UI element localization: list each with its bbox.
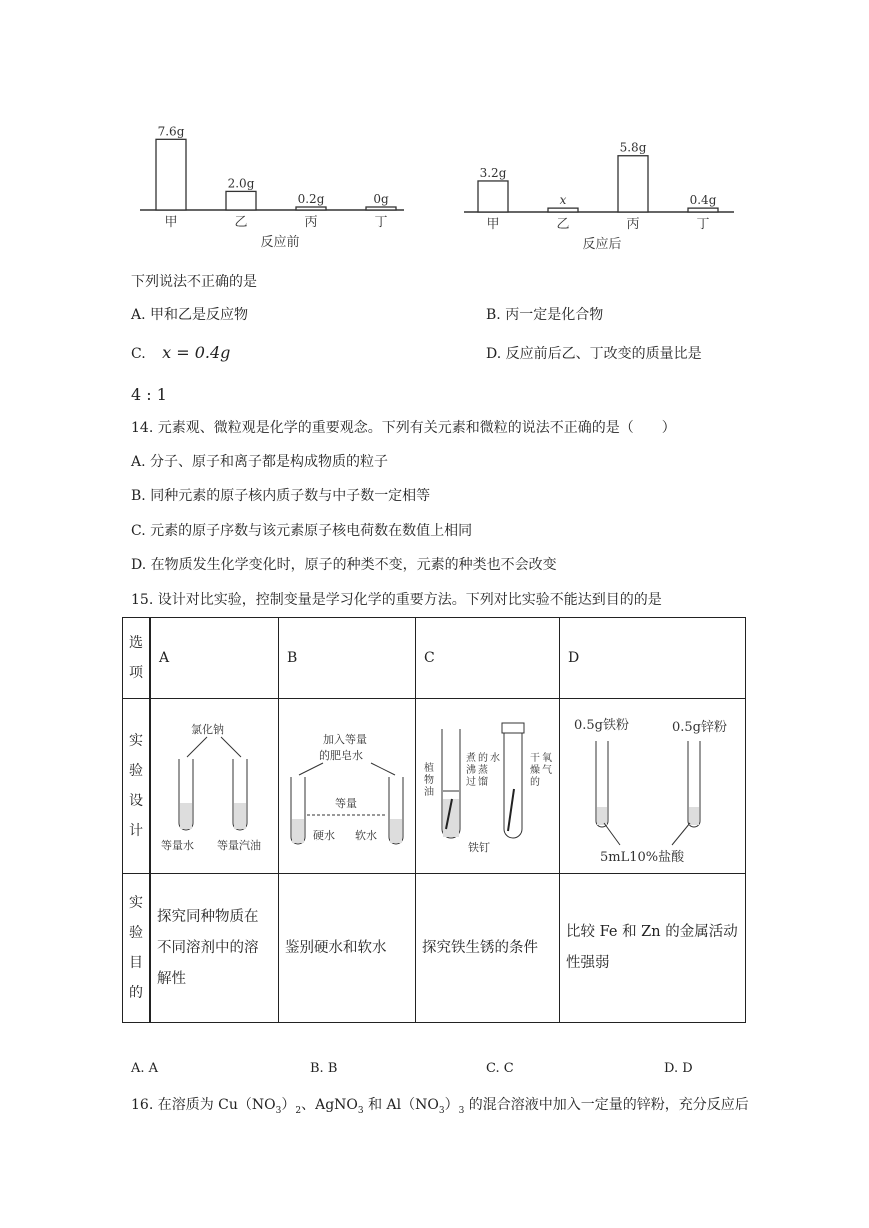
category-label: 乙: [556, 217, 570, 232]
bar-丙: [296, 207, 326, 210]
q16-text-4: 和 Al（NO: [363, 1097, 439, 1113]
q13-prompt: 下列说法不正确的是: [131, 274, 257, 290]
row-header-purpose-text: 实 验 目 的: [129, 895, 143, 1001]
bar-value-label: 5.8g: [619, 140, 647, 155]
option-d-header: D: [560, 618, 746, 699]
bar-甲: [156, 139, 186, 210]
row-header-options: [123, 618, 151, 699]
q16-text-1: 16. 在溶质为 Cu（NO: [131, 1097, 276, 1113]
q14-option-c: C. 元素的原子序数与该元素原子核电荷数在数值上相同: [131, 523, 473, 539]
category-label: 丁: [696, 217, 710, 232]
row-header-options-text: 选 项: [129, 635, 143, 681]
bar-丙: [618, 156, 648, 212]
category-label: 丁: [374, 215, 388, 230]
q13-option-d: D. 反应前后乙、丁改变的质量比是: [486, 346, 702, 362]
q16-text-3: 、AgNO: [301, 1097, 358, 1113]
design-d-figure: [560, 699, 746, 874]
fig-b-label-left: 硬水: [313, 829, 335, 842]
q16-sub-1: 3: [275, 1105, 282, 1116]
q13-option-c-formula: x = 0.4g: [162, 343, 231, 362]
q16-text-5: ）: [444, 1097, 459, 1113]
fig-b-label-mid: 等量: [335, 797, 357, 810]
q14-option-b: B. 同种元素的原子核内质子数与中子数一定相等: [131, 488, 431, 504]
bar-value-label: 3.2g: [479, 165, 507, 180]
category-label: 丙: [626, 217, 640, 232]
row-header-design-text: 实 验 设 计: [129, 733, 143, 839]
q16-text-6: 的混合溶液中加入一定量的锌粉，充分反应后: [464, 1097, 749, 1113]
fig-c-label-water: 煮沸过的蒸馏水: [466, 753, 500, 788]
chart-caption: 反应后: [582, 237, 622, 252]
fig-d-label-right: 0.5g锌粉: [672, 720, 727, 735]
fig-c-label-oil: 植物油: [424, 763, 434, 798]
row-header-purpose: [123, 874, 151, 1023]
chart-before: [140, 110, 420, 260]
fig-d-label-left: 0.5g铁粉: [574, 718, 629, 733]
category-label: 丙: [304, 215, 318, 230]
experiment-table: [122, 617, 746, 1023]
chart-caption: 反应前: [260, 235, 300, 250]
purpose-b: 鉴别硬水和软水: [279, 874, 416, 1023]
bar-value-label: 0g: [373, 192, 389, 206]
fig-b-label-top2: 的肥皂水: [319, 749, 363, 762]
q13-option-c-label: C.: [131, 346, 146, 362]
option-b-header: B: [279, 618, 416, 699]
q15-stem: 15. 设计对比实验，控制变量是学习化学的重要方法。下列对比实验不能达到目的的是: [131, 592, 662, 608]
chart-after: [460, 130, 750, 260]
q14-option-d: D. 在物质发生化学变化时，原子的种类不变，元素的种类也不会改变: [131, 557, 557, 573]
q13-option-a: A. 甲和乙是反应物: [131, 307, 249, 323]
q13-option-c: [131, 343, 230, 364]
category-label: 乙: [234, 215, 248, 230]
q13-option-d-cont: 4 : 1: [131, 385, 167, 404]
q16-sub-4: 3: [438, 1105, 445, 1116]
bar-value-label: x: [559, 193, 567, 208]
q14-option-a: A. 分子、原子和离子都是构成物质的粒子: [131, 454, 389, 470]
bar-甲: [478, 181, 508, 212]
option-c-header: C: [416, 618, 560, 699]
fig-c-label-nail: 铁钉: [468, 841, 490, 854]
design-c-figure: [416, 699, 560, 874]
q16-sub-2: 2: [295, 1105, 302, 1116]
q16-stem: [131, 1095, 749, 1121]
q16-sub-3: 3: [357, 1105, 364, 1116]
q16-sub-5: 3: [458, 1105, 465, 1116]
category-label: 甲: [164, 215, 178, 230]
q16-text-2: ）: [281, 1097, 296, 1113]
bar-丁: [366, 207, 396, 210]
design-b-figure: [279, 699, 416, 874]
bar-value-label: 0.2g: [297, 192, 325, 206]
bar-丁: [688, 208, 718, 212]
category-label: 甲: [486, 217, 500, 232]
bar-value-label: 2.0g: [227, 176, 255, 191]
q13-option-b: B. 丙一定是化合物: [486, 307, 604, 323]
fig-b-label-right: 软水: [355, 829, 377, 842]
bar-乙: [548, 208, 578, 212]
q15-answer-c: C. C: [486, 1061, 514, 1076]
bar-value-label: 0.4g: [689, 193, 717, 208]
q15-answer-b: B. B: [310, 1061, 338, 1076]
fig-c-label-gas: 干燥的氧气: [530, 753, 552, 788]
fig-a-label-top: 氯化钠: [191, 723, 224, 736]
fig-d-label-bottom: 5mL10%盐酸: [600, 850, 685, 865]
design-a-figure: [150, 699, 279, 874]
fig-a-label-right: 等量汽油: [217, 839, 261, 852]
bar-乙: [226, 191, 256, 210]
option-a-header: A: [150, 618, 279, 699]
purpose-d: 比较 Fe 和 Zn 的金属活动性强弱: [560, 874, 746, 1023]
q15-answer-a: A. A: [131, 1061, 159, 1076]
fig-a-label-left: 等量水: [161, 839, 194, 852]
fig-b-label-top1: 加入等量: [323, 733, 367, 746]
bar-value-label: 7.6g: [157, 124, 185, 139]
purpose-a: 探究同种物质在不同溶剂中的溶解性: [150, 874, 279, 1023]
purpose-c: 探究铁生锈的条件: [416, 874, 560, 1023]
q14-stem: 14. 元素观、微粒观是化学的重要观念。下列有关元素和微粒的说法不正确的是（ ）: [131, 420, 676, 436]
q15-answer-d: D. D: [664, 1061, 693, 1076]
row-header-design: [123, 699, 151, 874]
